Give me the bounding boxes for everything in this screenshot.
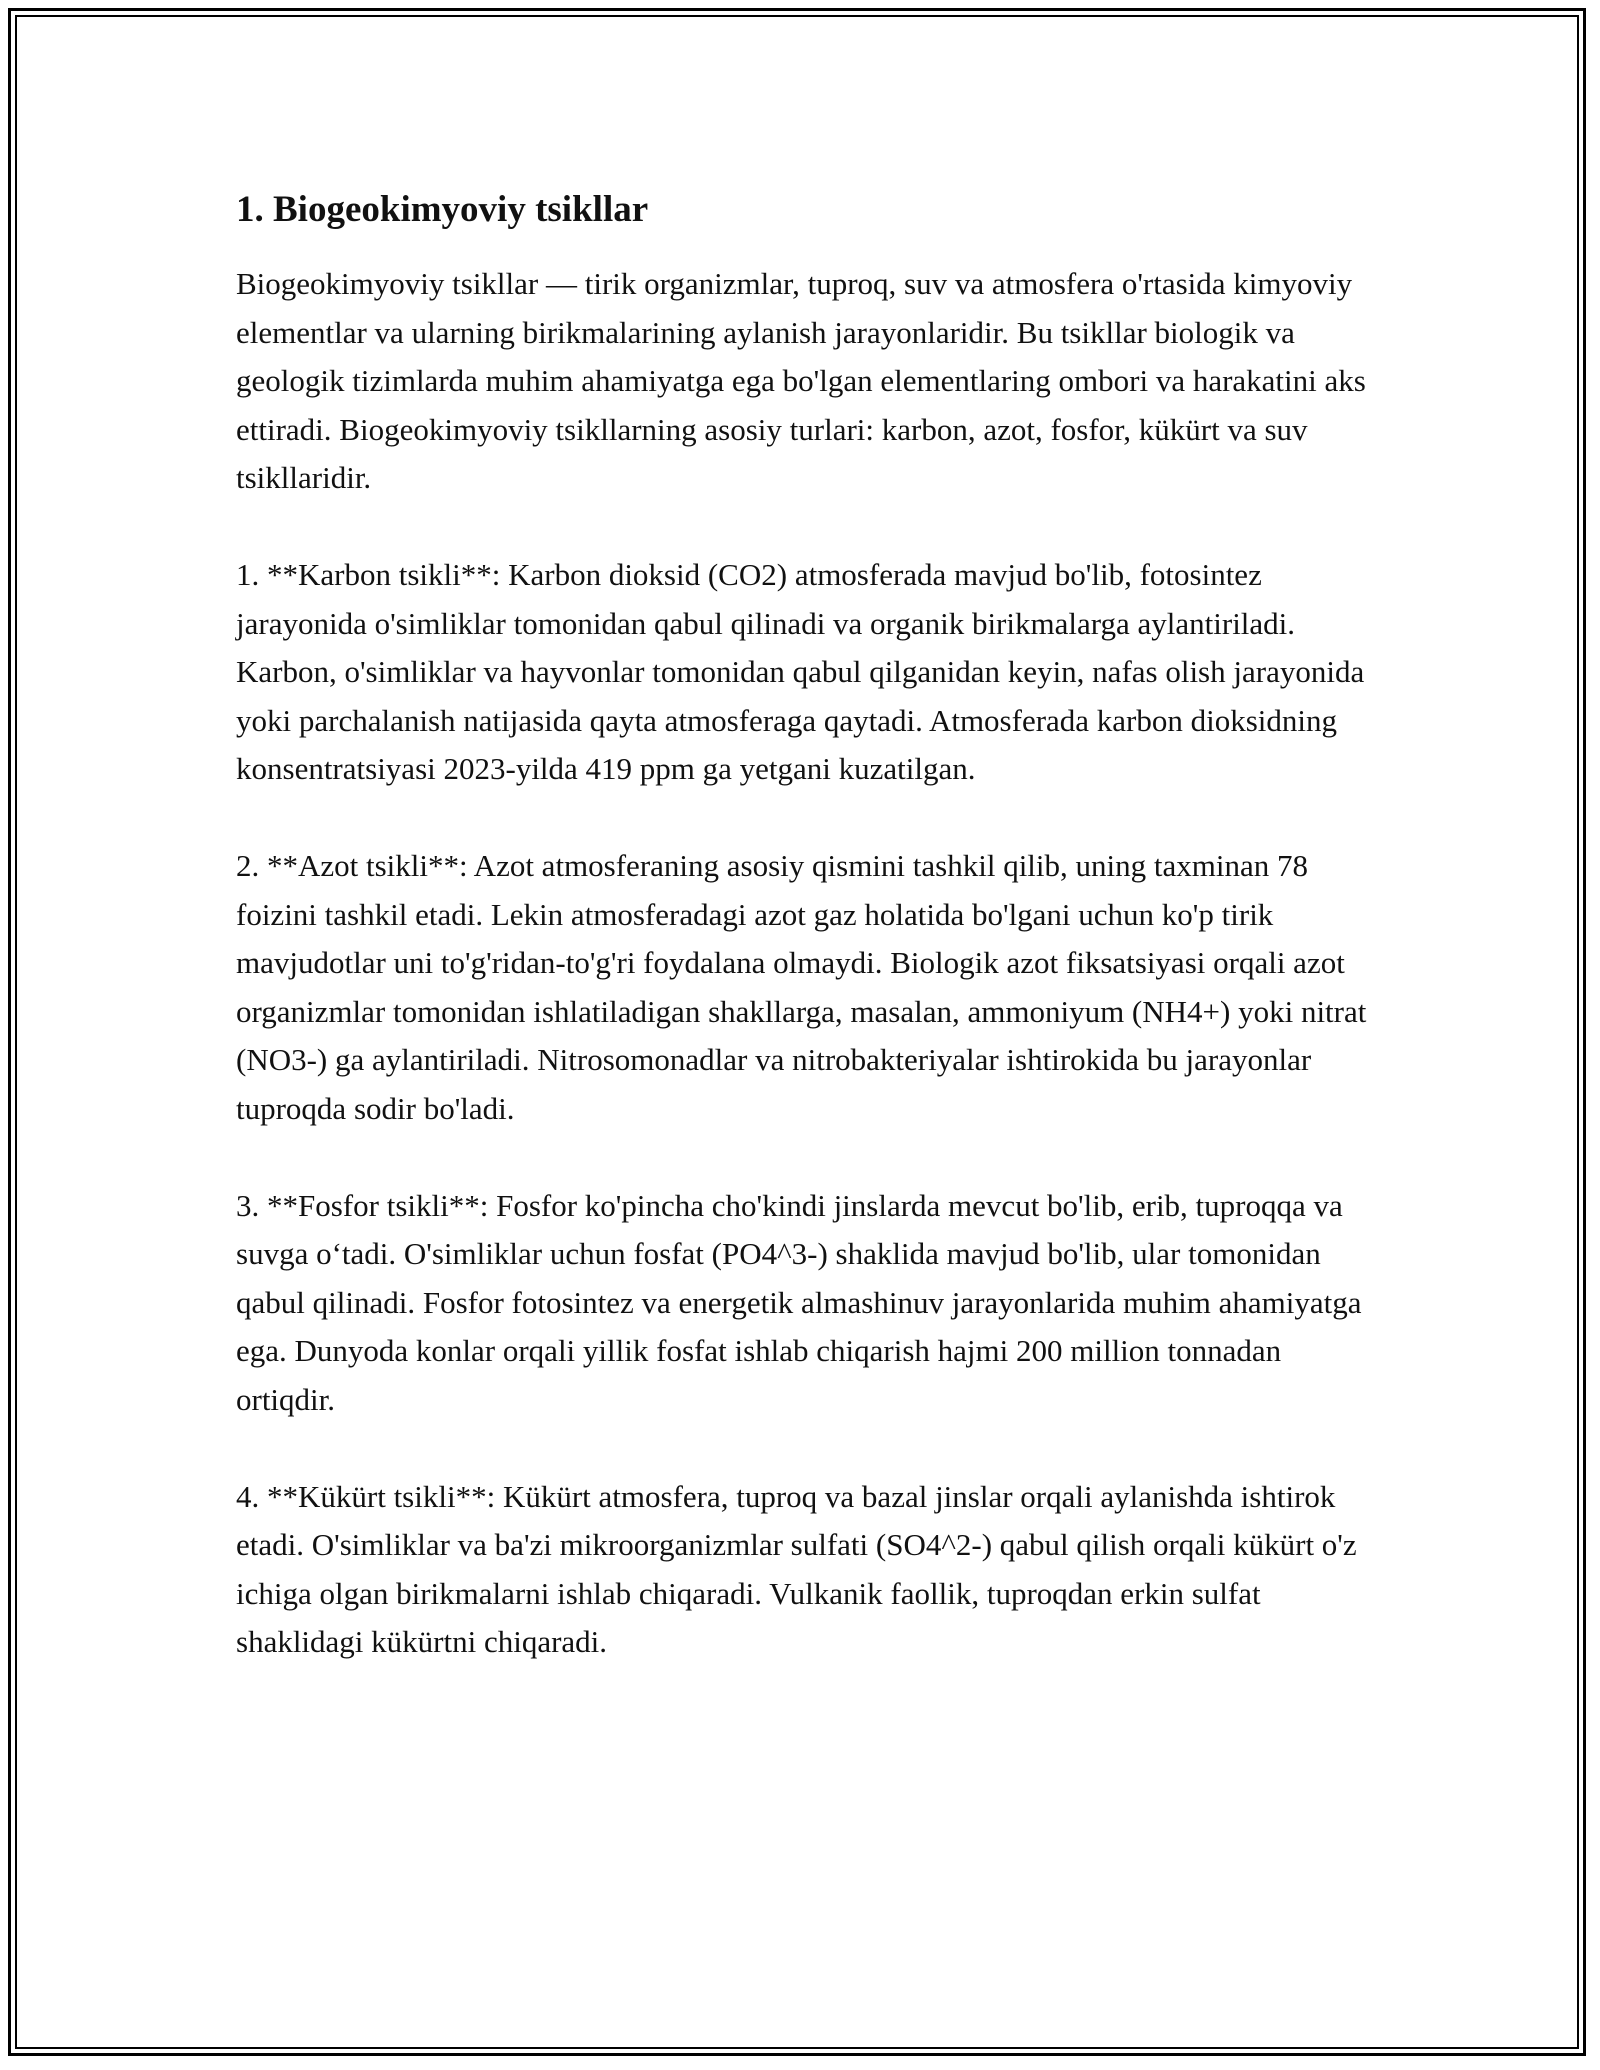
document-title: 1. Biogeokimyoviy tsikllar	[236, 189, 649, 230]
sulfur-cycle-paragraph: 4. **Kükürt tsikli**: Kükürt atmosfera, tuproq va bazal jinslar orqali aylanishda ishtirok etadi. O'simliklar va ba'zi mikroorganizmlar sulfati (SO4^2-) qabul qilish orqali kükürt o'z ichiga olgan birikmalarni ishlab chiqaradi. Vulkanik faollik, tuproqdan erkin sulfat shaklidagi kükürtni chiqaradi.	[236, 1478, 1357, 1660]
carbon-cycle-paragraph: 1. **Karbon tsikli**: Karbon dioksid (CO2) atmosferada mavjud bo'lib, fotosintez jarayonida o'simliklar tomonidan qabul qilinadi va organik birikmalarga aylantiriladi. Karbon, o'simliklar va hayvonlar tomonidan qabul qilganidan keyin, nafas olish jarayonida yoki parchalanish natijasida qayta atmosferaga qaytadi. Atmosferada karbon dioksidning konsentratsiyasi 2023-yilda 419 ppm ga yetgani kuzatilgan.	[236, 557, 1365, 787]
document-body	[236, 186, 1376, 1715]
phosphorus-cycle-paragraph: 3. **Fosfor tsikli**: Fosfor ko'pincha cho'kindi jinslarda mevcut bo'lib, erib, tuproqqa va suvga o‘tadi. O'simliklar uchun fosfat (PO4^3-) shaklida mavjud bo'lib, ular tomonidan qabul qilinadi. Fosfor fotosintez va energetik almashinuv jarayonlarida muhim ahamiyatga ega. Dunyoda konlar orqali yillik fosfat ishlab chiqarish hajmi 200 million tonnadan ortiqdir.	[236, 1187, 1362, 1417]
intro-paragraph: Biogeokimyoviy tsikllar — tirik organizmlar, tuproq, suv va atmosfera o'rtasida kimyoviy elementlar va ularning birikmalarining aylanish jarayonlaridir. Bu tsikllar biologik va geologik tizimlarda muhim ahamiyatga ega bo'lgan elementlaring ombori va harakatini aks ettiradi. Biogeokimyoviy tsikllarning asosiy turlari: karbon, azot, fosfor, kükürt va suv tsikllaridir.	[236, 266, 1366, 496]
nitrogen-cycle-paragraph: 2. **Azot tsikli**: Azot atmosferaning asosiy qismini tashkil qilib, uning taxminan 78 foizini tashkil etadi. Lekin atmosferadagi azot gaz holatida bo'lgani uchun ko'p tirik mavjudotlar uni to'g'ridan-to'g'ri foydalana olmaydi. Biologik azot fiksatsiyasi orqali azot organizmlar tomonidan ishlatiladigan shakllarga, masalan, ammoniyum (NH4+) yoki nitrat (NO3-) ga aylantiriladi. Nitrosomonadlar va nitrobakteriyalar ishtirokida bu jarayonlar tuproqda sodir bo'ladi.	[236, 848, 1367, 1126]
